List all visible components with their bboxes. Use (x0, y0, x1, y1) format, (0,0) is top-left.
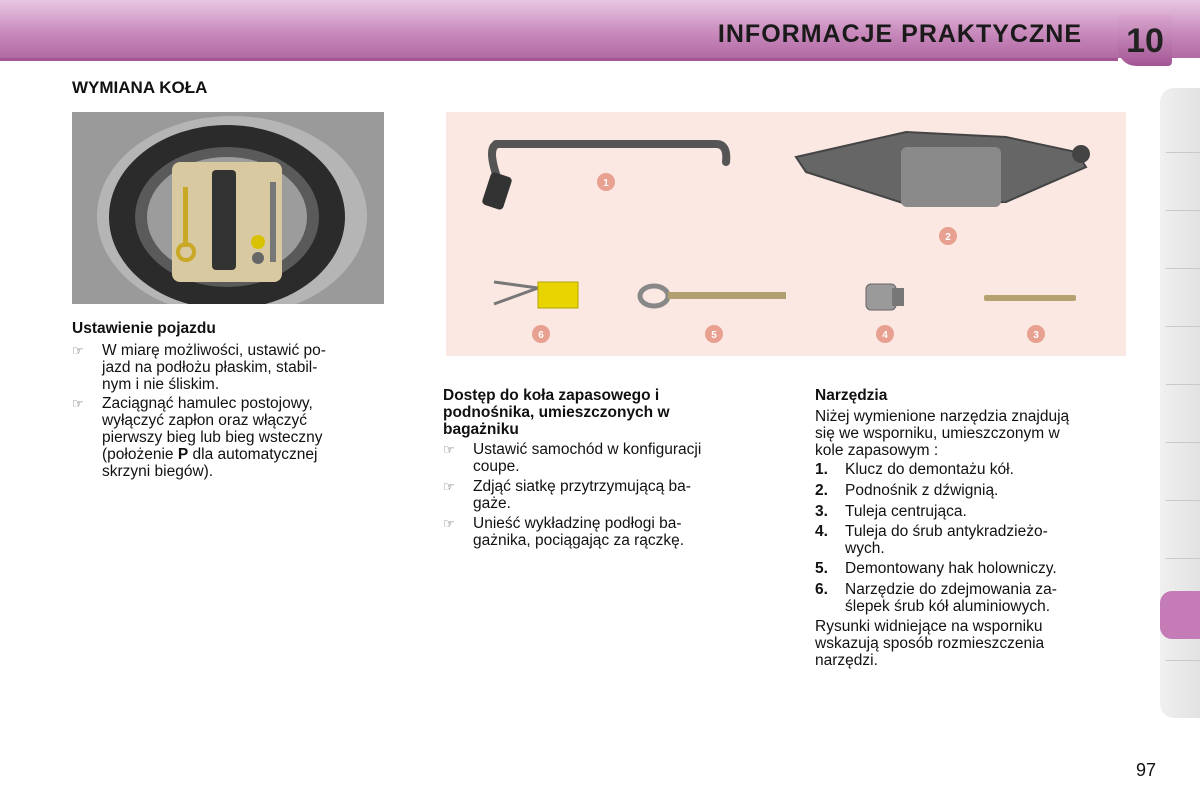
index-tick (1166, 210, 1200, 211)
tool-label-2: 2 (945, 232, 951, 243)
list-item (72, 395, 385, 481)
index-tick (1166, 268, 1200, 269)
tools-heading: Narzędzia (815, 387, 888, 404)
antitheft-socket-illustration (866, 284, 904, 310)
list-item (72, 342, 385, 394)
index-tick (1166, 384, 1200, 385)
index-tick (1166, 442, 1200, 443)
pointing-hand-icon: ☞ (443, 479, 455, 494)
chapter-title: INFORMACJE PRAKTYCZNE (717, 20, 1082, 48)
chapter-index-active-tab[interactable] (1160, 591, 1200, 639)
pointing-hand-icon: ☞ (72, 396, 84, 411)
tools-outro: Rysunki widniejące na wsporniku wskazują sposób rozmieszczenia narzędzi. (815, 618, 1045, 669)
centring-pin-illustration (984, 295, 1076, 301)
text-line: (położenie P dla automatycznej (102, 446, 318, 463)
pointing-hand-icon: ☞ (443, 442, 455, 457)
index-tick (1166, 152, 1200, 153)
text-line: pierwszy bieg lub bieg wsteczny (102, 429, 323, 446)
text-line: wyłączyć zapłon oraz włączyć (102, 412, 308, 429)
header-rule (0, 58, 1118, 61)
text-line: Unieść wykładzinę podłogi ba- (473, 515, 682, 532)
spare-wheel-photo (72, 112, 384, 304)
list-item (443, 441, 758, 475)
index-tick (1166, 660, 1200, 661)
gear-position-p: P (177, 446, 189, 463)
text-line: gaże. (473, 495, 511, 512)
tool-label-4: 4 (882, 330, 888, 341)
tool-label-1: 1 (603, 178, 609, 189)
text-line: Zaciągnąć hamulec postojowy, (102, 395, 313, 412)
tools-illustration (446, 112, 1126, 356)
text-line: nym i nie śliskim. (102, 376, 220, 393)
pointing-hand-icon: ☞ (443, 516, 455, 531)
page-number: 97 (1136, 760, 1157, 780)
chapter-number: 10 (1126, 22, 1164, 60)
cap-remover-illustration (494, 282, 578, 308)
tool-label-3: 3 (1033, 330, 1039, 341)
index-tick (1166, 326, 1200, 327)
text-line: Ustawić samochód w konfiguracji (473, 441, 702, 458)
jack-illustration (796, 132, 1090, 207)
tool-label-5: 5 (711, 330, 717, 341)
text-line: gażnika, pociągając za rączkę. (473, 532, 685, 549)
text-line: skrzyni biegów). (102, 463, 214, 480)
list-item (443, 515, 758, 549)
pointing-hand-icon: ☞ (72, 343, 84, 358)
vehicle-setup-heading: Ustawienie pojazdu (72, 320, 216, 337)
towing-eye-illustration (640, 286, 786, 306)
section-title: WYMIANA KOŁA (72, 78, 208, 97)
tool-label-6: 6 (538, 330, 544, 341)
text-line: Zdjąć siatkę przytrzymującą ba- (473, 478, 691, 495)
tools-intro: Niżej wymienione narzędzia znajdują się we wsporniku, umieszczonym w kole zapasowym : (815, 408, 1070, 459)
spare-wheel-access-heading: Dostęp do koła zapasowego i podnośnika, umieszczonych w bagażniku (443, 387, 670, 438)
index-tick (1166, 500, 1200, 501)
text-line: coupe. (473, 458, 520, 475)
text-line: jazd na podłożu płaskim, stabil- (102, 359, 318, 376)
index-tick (1166, 558, 1200, 559)
list-item (443, 478, 758, 512)
text-line: W miarę możliwości, ustawić po- (102, 342, 326, 359)
